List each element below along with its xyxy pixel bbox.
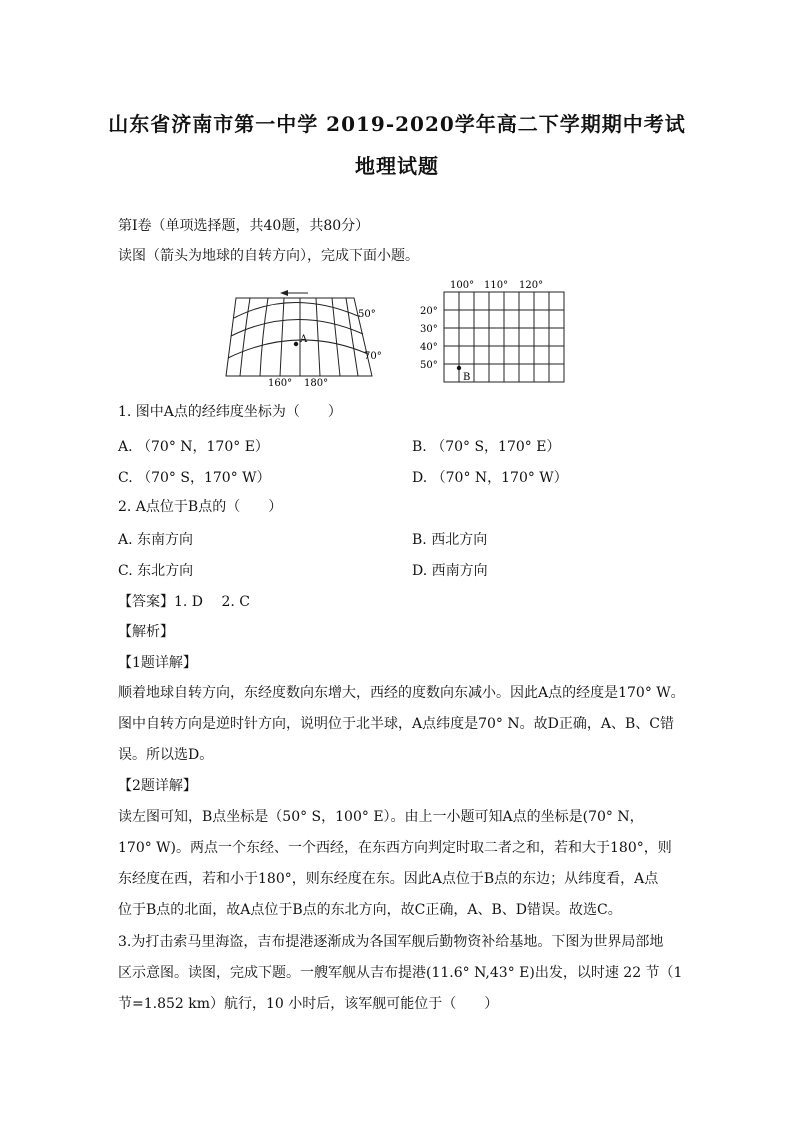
lat-50-label-right: 50° — [420, 360, 438, 371]
doc-title-line2: 地理试题 — [355, 154, 439, 178]
q1-option-c: C. （70° S，170° W） — [118, 470, 271, 486]
section-header: 第Ⅰ卷（单项选择题，共40题，共80分） — [118, 218, 370, 234]
detail-1-line: 顺着地球自转方向，东经度数向东增大，西经的度数向东减小。因此A点的经度是170° W。 — [118, 685, 685, 701]
lon-180-label: 180° — [304, 378, 329, 389]
lat-70-label: 70° — [364, 351, 382, 362]
lat-40-label: 40° — [420, 342, 438, 353]
analysis-heading: 【解析】 — [118, 624, 174, 640]
lon-160-label: 160° — [268, 378, 293, 389]
q3-line: 节=1.852 km）航行，10 小时后，该军舰可能位于（ ） — [118, 996, 499, 1012]
q1-option-a: A. （70° N，170° E） — [118, 439, 269, 455]
figure-left-meridian — [316, 298, 320, 376]
q1-option-b: B. （70° S，170° E） — [412, 439, 561, 455]
lon-110-label: 110° — [484, 280, 509, 291]
figure-left-parallel — [231, 319, 363, 336]
rotation-arrow-icon — [280, 290, 308, 296]
figure-left-polar-grid — [222, 286, 392, 392]
figure-left-parallel — [234, 302, 358, 318]
lat-30-label: 30° — [420, 324, 438, 335]
detail-1-line: 图中自转方向是逆时针方向，说明位于北半球，A点纬度是70° N。故D正确，A、B、C错 — [118, 716, 674, 732]
figure-left-meridian — [260, 298, 268, 376]
lon-100-label: 100° — [450, 280, 475, 291]
answer-line: 【答案】1. D 2. C — [118, 594, 251, 610]
lat-50-label: 50° — [358, 309, 376, 320]
q2-option-c: C. 东北方向 — [118, 563, 194, 579]
lat-20-label: 20° — [420, 306, 438, 317]
detail-2-line: 170° W)。两点一个东经、一个西经，在东西方向判定时取二者之和，若和大于180°，则 — [118, 840, 672, 856]
q3-line: 区示意图。读图，完成下题。一艘军舰从吉布提港(11.6° N,43° E)出发，以时速 22 节（1 — [118, 965, 683, 981]
point-b-label: B — [463, 372, 471, 383]
q2-option-a: A. 东南方向 — [118, 532, 194, 548]
detail-2-line: 东经度在西，若和小于180°，则东经度在东。因此A点位于B点的东边；从纬度看，A点 — [118, 871, 659, 887]
point-a-dot — [294, 342, 298, 346]
figure-left-meridian — [240, 298, 250, 376]
q1-stem: 1. 图中A点的经纬度坐标为（ ） — [118, 404, 342, 420]
lon-120-label: 120° — [519, 280, 544, 291]
figure-left-parallel — [228, 340, 368, 358]
intro-text: 读图（箭头为地球的自转方向），完成下面小题。 — [118, 248, 419, 264]
point-b-dot — [457, 366, 461, 370]
point-a-label: A — [300, 334, 308, 345]
detail-1-heading: 【1题详解】 — [118, 655, 197, 671]
detail-2-heading: 【2题详解】 — [118, 778, 197, 794]
figure-left-meridian — [280, 298, 284, 376]
figure-right-grid-lines — [444, 292, 564, 382]
q3-line: 3.为打击索马里海盗，吉布提港逐渐成为各国军舰后勤物资补给基地。下图为世界局部地 — [118, 934, 664, 950]
q1-option-d: D. （70° N，170° W） — [412, 470, 568, 486]
detail-2-line: 位于B点的北面，故A点位于B点的东北方向，故C正确，A、B、D错误。故选C。 — [118, 902, 622, 918]
figure-right-grid — [418, 278, 570, 386]
q2-option-d: D. 西南方向 — [412, 563, 488, 579]
figure-left-meridian — [332, 298, 340, 376]
q2-stem: 2. A点位于B点的（ ） — [118, 499, 283, 515]
detail-1-line: 误。所以选D。 — [118, 747, 214, 763]
detail-2-line: 读左图可知，B点坐标是（50° S，100° E）。由上一小题可知A点的坐标是(70° N， — [118, 809, 644, 825]
q2-option-b: B. 西北方向 — [412, 532, 488, 548]
doc-title-line1: 山东省济南市第一中学 2019-2020学年高二下学期期中考试 — [108, 112, 686, 136]
